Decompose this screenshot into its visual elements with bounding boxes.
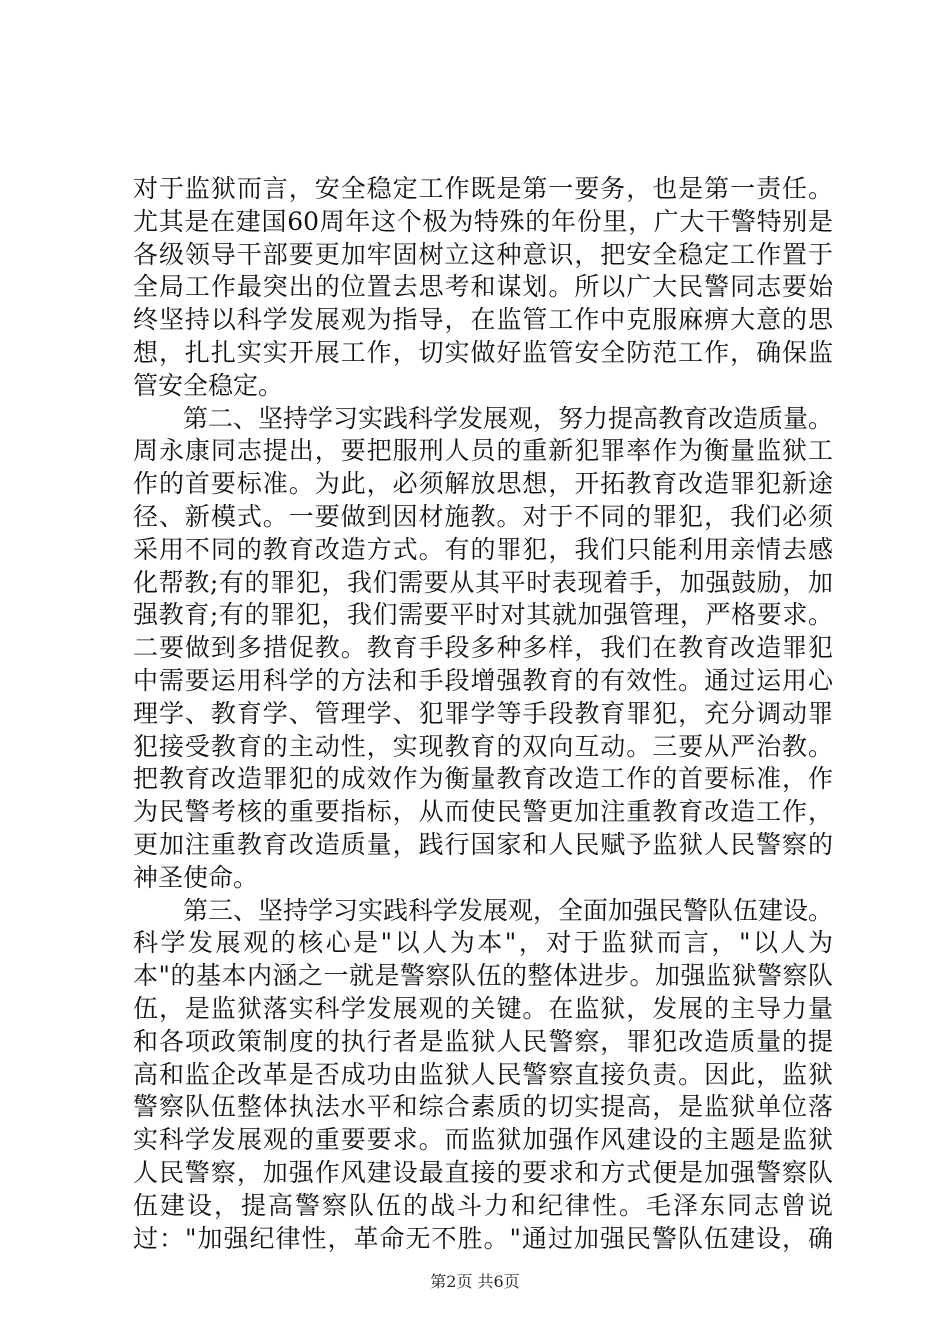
- text-line: 为民警考核的重要指标，从而使民警更加注重教育改造工作，: [133, 797, 833, 827]
- text-line: 周永康同志提出，要把服刑人员的重新犯罪率作为衡量监狱工: [133, 436, 833, 466]
- text-line: 伍，是监狱落实科学发展观的关键。在监狱，发展的主导力量: [133, 993, 833, 1023]
- text-line: 高和监企改革是否成功由监狱人民警察直接负责。因此，监狱: [133, 1059, 833, 1089]
- text-line: 想，扎扎实实开展工作，切实做好监管安全防范工作，确保监: [133, 337, 833, 367]
- text-line: 和各项政策制度的执行者是监狱人民警察，罪犯改造质量的提: [133, 1026, 833, 1056]
- text-line: 化帮教;有的罪犯，我们需要从其平时表现着手，加强鼓励，加: [133, 567, 833, 597]
- document-body: [133, 173, 833, 1255]
- text-line: 各级领导干部要更加牢固树立这种意识，把安全稳定工作置于: [133, 239, 833, 269]
- text-line: 管安全稳定。: [133, 370, 284, 400]
- text-line: 更加注重教育改造质量，践行国家和人民赋予监狱人民警察的: [133, 829, 833, 859]
- text-line: 径、新模式。一要做到因材施教。对于不同的罪犯，我们必须: [133, 501, 833, 531]
- text-line: 全局工作最突出的位置去思考和谋划。所以广大民警同志要始: [133, 272, 833, 302]
- text-line: 理学、教育学、管理学、犯罪学等手段教育罪犯，充分调动罪: [133, 698, 833, 728]
- text-line: 强教育;有的罪犯，我们需要平时对其就加强管理，严格要求。: [133, 600, 833, 630]
- text-line: 科学发展观的核心是"以人为本"，对于监狱而言，"以人为: [133, 928, 833, 958]
- text-line: 把教育改造罪犯的成效作为衡量教育改造工作的首要标准，作: [133, 764, 833, 794]
- text-line: 对于监狱而言，安全稳定工作既是第一要务，也是第一责任。: [133, 174, 833, 203]
- text-line: 实科学发展观的重要要求。而监狱加强作风建设的主题是监狱: [133, 1125, 833, 1155]
- text-line: 本"的基本内涵之一就是警察队伍的整体进步。加强监狱警察队: [133, 961, 833, 991]
- text-line: 终坚持以科学发展观为指导，在监管工作中克服麻痹大意的思: [133, 305, 833, 335]
- text-line: 犯接受教育的主动性，实现教育的双向互动。三要从严治教。: [133, 731, 833, 761]
- page-footer: 第2页 共6页: [430, 1272, 520, 1291]
- text-line: 第三、坚持学习实践科学发展观，全面加强民警队伍建设。: [183, 895, 834, 925]
- text-line: 警察队伍整体执法水平和综合素质的切实提高，是监狱单位落: [133, 1092, 833, 1122]
- text-line: 过："加强纪律性，革命无不胜。"通过加强民警队伍建设，确: [133, 1223, 833, 1253]
- text-line: 中需要运用科学的方法和手段增强教育的有效性。通过运用心: [133, 665, 833, 695]
- text-line: 人民警察，加强作风建设最直接的要求和方式便是加强警察队: [133, 1157, 833, 1187]
- text-line: 作的首要标准。为此，必须解放思想，开拓教育改造罪犯新途: [133, 469, 833, 499]
- text-line: 伍建设，提高警察队伍的战斗力和纪律性。毛泽东同志曾说: [133, 1190, 833, 1220]
- text-line: 采用不同的教育改造方式。有的罪犯，我们只能利用亲情去感: [133, 534, 833, 564]
- text-line: 二要做到多措促教。教育手段多种多样，我们在教育改造罪犯: [133, 633, 833, 663]
- text-line: 神圣使命。: [133, 862, 259, 892]
- text-line: 第二、坚持学习实践科学发展观，努力提高教育改造质量。: [183, 403, 834, 433]
- text-line: 尤其是在建国60周年这个极为特殊的年份里，广大干警特别是: [133, 206, 833, 236]
